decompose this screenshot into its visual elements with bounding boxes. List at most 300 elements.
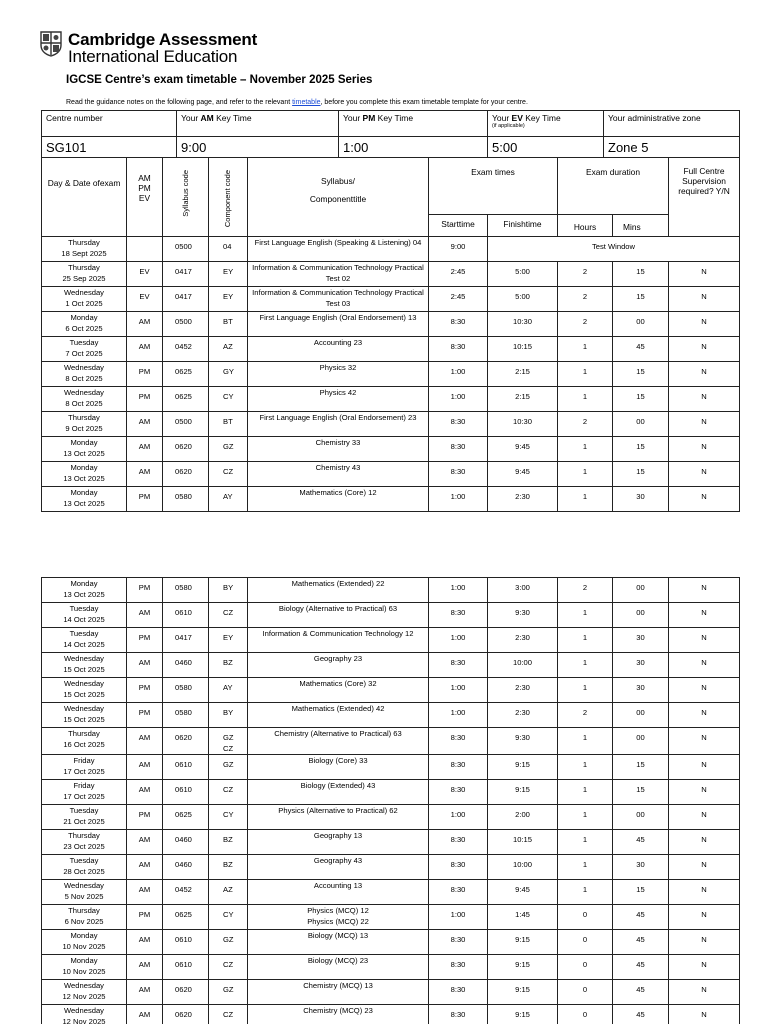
exam-day-date [42,437,127,462]
col-day-header: Day & Date ofexam [42,158,127,237]
exam-date: 6 Oct 2025 [65,324,103,333]
finish-time-cell: 9:15 [488,780,558,805]
syllabus-code-cell: 0625 [163,905,209,930]
component-title: First Language English (Oral Endorsement) 23 [259,413,417,422]
component-code: AZ [223,342,233,351]
exam-day-date [42,337,127,362]
exam-day-date [42,578,127,603]
table-row [42,578,740,603]
exam-date: 16 Oct 2025 [63,740,105,749]
finish-time-cell: 2:30 [488,487,558,512]
session-cell: AM [127,653,163,678]
syllabus-code-cell: 0625 [163,362,209,387]
supervision-cell: N [669,728,740,755]
mins-cell: 15 [613,780,669,805]
exam-day: Thursday [68,238,100,247]
syllabus-code-cell: 0580 [163,703,209,728]
component-code-cell [209,905,248,930]
supervision-cell: N [669,412,740,437]
finish-time-cell: 10:30 [488,412,558,437]
component-code-cell [209,955,248,980]
start-time-cell: 9:00 [429,237,488,262]
exam-date: 9 Oct 2025 [65,424,103,433]
hours-cell: 1 [558,337,613,362]
exam-day: Monday [70,463,98,472]
session-cell: AM [127,312,163,337]
session-cell: AM [127,955,163,980]
table-row [42,628,740,653]
ev-key-time-label: Your EV Key Time (if applicable) [488,111,604,137]
table-row [42,780,740,805]
component-code: CZ [223,1010,234,1019]
exam-day: Tuesday [69,629,99,638]
session-cell: EV [127,287,163,312]
component-title: Chemistry (Alternative to Practical) 63 [274,729,402,738]
supervision-cell: N [669,603,740,628]
crest-icon [40,31,62,57]
component-code: EY [223,267,234,276]
am-key-time-field[interactable]: 9:00 [177,137,339,158]
exam-day: Thursday [68,413,100,422]
component-code-2: CZ [223,744,234,753]
start-time-cell: 8:30 [429,412,488,437]
component-code-cell [209,830,248,855]
exam-date: 1 Oct 2025 [65,299,103,308]
component-title-cell [248,628,429,653]
hours-cell: 0 [558,930,613,955]
supervision-cell: N [669,905,740,930]
component-code-cell [209,703,248,728]
component-code: EY [223,292,234,301]
supervision-cell: N [669,830,740,855]
timetable-link[interactable]: timetable [292,99,321,106]
component-code-cell [209,237,248,262]
supervision-cell: N [669,1005,740,1024]
component-title: Accounting 13 [313,881,363,890]
exam-day: Monday [70,931,98,940]
finish-time-cell: 9:15 [488,980,558,1005]
mins-cell: 30 [613,628,669,653]
component-title: Accounting 23 [313,338,363,347]
exam-day-date [42,287,127,312]
finish-time-cell: 9:15 [488,1005,558,1024]
table-row [42,337,740,362]
exam-date: 15 Oct 2025 [63,690,105,699]
exam-date: 13 Oct 2025 [63,590,105,599]
exam-date: 15 Oct 2025 [63,665,105,674]
component-title: Information & Communication Technology Practical Test 03 [252,288,424,308]
component-title: Chemistry 33 [315,438,361,447]
exam-date: 10 Nov 2025 [62,967,106,976]
exam-day-date [42,930,127,955]
col-hours-header: Hours [558,215,613,237]
table-row [42,1005,740,1024]
cambridge-logo [40,31,257,66]
exam-timetable-table-continued [41,577,740,1024]
session-cell: PM [127,805,163,830]
ev-key-time-field[interactable]: 5:00 [488,137,604,158]
centre-number-field[interactable]: SG101 [42,137,177,158]
table-row [42,855,740,880]
admin-zone-label: Your administrative zone [604,111,740,137]
finish-time-cell: 10:15 [488,337,558,362]
exam-date: 12 Nov 2025 [62,1017,106,1024]
hours-cell: 0 [558,955,613,980]
exam-date: 17 Oct 2025 [63,792,105,801]
component-code: EY [223,633,234,642]
session-cell: AM [127,603,163,628]
start-time-cell: 8:30 [429,728,488,755]
hours-cell: 1 [558,462,613,487]
table-row [42,362,740,387]
supervision-cell: N [669,287,740,312]
session-cell: AM [127,1005,163,1024]
component-code-cell [209,262,248,287]
component-code-cell [209,880,248,905]
mins-cell: 00 [613,412,669,437]
hours-cell: 2 [558,703,613,728]
finish-time-cell: 5:00 [488,262,558,287]
hours-cell: 1 [558,830,613,855]
component-code: BZ [223,835,233,844]
page-title: IGCSE Centre’s exam timetable – November 2025 Series [66,74,373,86]
component-code: GZ [223,733,234,742]
session-cell: PM [127,628,163,653]
component-title: Physics 42 [319,388,357,397]
mins-cell: 00 [613,703,669,728]
supervision-cell: N [669,362,740,387]
exam-day: Thursday [68,831,100,840]
start-time-cell: 1:00 [429,678,488,703]
exam-day: Wednesday [64,388,104,397]
mins-cell: 15 [613,755,669,780]
centre-info-table [41,110,740,158]
supervision-cell: N [669,703,740,728]
mins-cell: 15 [613,287,669,312]
component-code: BY [223,583,234,592]
exam-date: 8 Oct 2025 [65,374,103,383]
component-title: Biology (Core) 33 [308,756,368,765]
col-exam-times-header: Exam times [429,158,558,215]
hours-cell: 1 [558,362,613,387]
syllabus-code-cell: 0500 [163,312,209,337]
mins-cell: 15 [613,262,669,287]
component-code: CY [223,910,234,919]
component-title-cell [248,653,429,678]
exam-day: Wednesday [64,679,104,688]
exam-day: Thursday [68,263,100,272]
component-title: Biology (MCQ) 13 [307,931,369,940]
col-session-header: AM PM EV [127,158,163,237]
col-mins-header: Mins [613,215,669,237]
table-row [42,930,740,955]
exam-day-date [42,237,127,262]
component-title: First Language English (Speaking & Listening) 04 [254,238,422,247]
component-title: Biology (Alternative to Practical) 63 [278,604,398,613]
component-code: 04 [223,242,232,251]
component-title: Chemistry (MCQ) 13 [303,981,373,990]
component-title-cell [248,237,429,262]
component-title: Biology (Extended) 43 [300,781,376,790]
hours-cell: 1 [558,603,613,628]
exam-day-date [42,678,127,703]
exam-date: 13 Oct 2025 [63,474,105,483]
table-row [42,387,740,412]
exam-day-date [42,1005,127,1024]
exam-day: Wednesday [64,881,104,890]
exam-day-date [42,653,127,678]
finish-time-cell: 10:00 [488,855,558,880]
syllabus-code-cell: 0620 [163,437,209,462]
exam-day-date [42,830,127,855]
exam-date: 25 Sep 2025 [62,274,106,283]
finish-time-cell: 2:00 [488,805,558,830]
mins-cell: 45 [613,905,669,930]
hours-cell: 1 [558,387,613,412]
supervision-cell: N [669,755,740,780]
finish-time-cell: 9:30 [488,728,558,755]
finish-time-cell: 3:00 [488,578,558,603]
session-cell: PM [127,703,163,728]
component-code-cell [209,337,248,362]
mins-cell: 00 [613,312,669,337]
finish-time-cell: 1:45 [488,905,558,930]
exam-timetable-table [41,157,740,512]
supervision-cell: N [669,780,740,805]
session-cell: AM [127,462,163,487]
exam-day: Tuesday [69,338,99,347]
exam-date: 28 Oct 2025 [63,867,105,876]
exam-day: Monday [70,313,98,322]
supervision-cell: N [669,653,740,678]
pm-key-time-field[interactable]: 1:00 [339,137,488,158]
component-title-cell [248,728,429,755]
exam-day-date [42,728,127,755]
table-row [42,437,740,462]
finish-time-cell: 2:15 [488,362,558,387]
component-code-cell [209,628,248,653]
exam-day: Monday [70,579,98,588]
mins-cell: 45 [613,980,669,1005]
component-title-cell [248,412,429,437]
start-time-cell: 8:30 [429,830,488,855]
supervision-cell: N [669,855,740,880]
component-code: CZ [223,608,234,617]
syllabus-code-cell: 0500 [163,412,209,437]
component-code: AY [223,492,233,501]
supervision-cell: N [669,312,740,337]
session-cell: AM [127,930,163,955]
component-title: Biology (MCQ) 23 [307,956,369,965]
component-title: Mathematics (Extended) 22 [291,579,385,588]
component-code-cell [209,287,248,312]
syllabus-code-cell: 0610 [163,780,209,805]
hours-cell: 1 [558,805,613,830]
exam-date: 7 Oct 2025 [65,349,103,358]
component-title: Chemistry 43 [315,463,361,472]
syllabus-code-cell: 0610 [163,603,209,628]
start-time-cell: 8:30 [429,780,488,805]
component-title-cell [248,980,429,1005]
finish-time-cell: 10:00 [488,653,558,678]
finish-time-cell: 10:15 [488,830,558,855]
component-code-cell [209,930,248,955]
component-title: Geography 43 [313,856,363,865]
start-time-cell: 8:30 [429,880,488,905]
mins-cell: 45 [613,337,669,362]
syllabus-code-cell: 0580 [163,487,209,512]
exam-date: 23 Oct 2025 [63,842,105,851]
supervision-cell: N [669,628,740,653]
exam-day-date [42,262,127,287]
table-row [42,955,740,980]
finish-time-cell: 2:30 [488,628,558,653]
exam-day: Monday [70,438,98,447]
component-title-cell [248,262,429,287]
component-title-cell [248,603,429,628]
logo-line1: Cambridge Assessment [68,30,258,49]
syllabus-code-cell: 0500 [163,237,209,262]
start-time-cell: 1:00 [429,387,488,412]
syllabus-code-cell: 0417 [163,287,209,312]
hours-cell: 0 [558,905,613,930]
exam-day-date [42,312,127,337]
exam-day-date [42,980,127,1005]
table-row [42,905,740,930]
syllabus-code-cell: 0620 [163,462,209,487]
finish-time-cell: 9:15 [488,755,558,780]
mins-cell: 15 [613,462,669,487]
start-time-cell: 1:00 [429,487,488,512]
component-code-cell [209,678,248,703]
component-code-cell [209,980,248,1005]
table-row [42,880,740,905]
component-title: First Language English (Oral Endorsement) 13 [259,313,417,322]
component-title-cell [248,755,429,780]
mins-cell: 00 [613,578,669,603]
table-row [42,237,740,262]
component-title-cell [248,312,429,337]
table-row [42,980,740,1005]
hours-cell: 1 [558,755,613,780]
session-cell: PM [127,387,163,412]
col-finish-header: Finishtime [488,215,558,237]
exam-day: Thursday [68,906,100,915]
supervision-cell: N [669,930,740,955]
table-row [42,412,740,437]
exam-day-date [42,703,127,728]
start-time-cell: 8:30 [429,755,488,780]
component-title-cell [248,880,429,905]
component-code-cell [209,387,248,412]
supervision-cell: N [669,578,740,603]
hours-cell: 1 [558,437,613,462]
start-time-cell: 8:30 [429,437,488,462]
component-title-cell [248,678,429,703]
session-cell: PM [127,487,163,512]
table-row [42,487,740,512]
supervision-cell: N [669,678,740,703]
finish-time-cell: 9:30 [488,603,558,628]
component-code: BT [223,417,233,426]
guidance-text-end: , before you complete this exam timetable template for your centre. [320,99,528,106]
mins-cell: 15 [613,437,669,462]
session-cell: AM [127,437,163,462]
exam-day-date [42,880,127,905]
component-code: CY [223,810,234,819]
start-time-cell: 8:30 [429,980,488,1005]
component-title-cell [248,855,429,880]
start-time-cell: 1:00 [429,703,488,728]
syllabus-code-cell: 0620 [163,728,209,755]
syllabus-code-cell: 0620 [163,980,209,1005]
admin-zone-field[interactable]: Zone 5 [604,137,740,158]
finish-time-cell: 9:45 [488,880,558,905]
component-title-cell [248,1005,429,1024]
component-title-cell [248,337,429,362]
guidance-text: Read the guidance notes on the following page, and refer to the relevant [66,99,293,106]
table-row [42,830,740,855]
hours-cell: 1 [558,678,613,703]
pm-key-time-label: Your PM Key Time [339,111,488,137]
component-title: Mathematics (Extended) 42 [291,704,385,713]
col-exam-duration-header: Exam duration [558,158,669,215]
syllabus-code-cell: 0452 [163,337,209,362]
exam-day-date [42,462,127,487]
component-code-cell [209,780,248,805]
supervision-cell: N [669,437,740,462]
table-row [42,287,740,312]
syllabus-code-cell: 0460 [163,653,209,678]
am-key-time-label: Your AM Key Time [177,111,339,137]
exam-day-date [42,905,127,930]
session-cell: AM [127,780,163,805]
syllabus-code-cell: 0625 [163,805,209,830]
guidance-note [66,99,528,106]
supervision-cell: N [669,880,740,905]
start-time-cell: 1:00 [429,578,488,603]
component-title-cell [248,955,429,980]
hours-cell: 1 [558,653,613,678]
component-code: GZ [223,442,234,451]
component-code-cell [209,437,248,462]
component-title: Information & Communication Technology Practical Test 02 [252,263,424,283]
component-title-cell [248,805,429,830]
exam-day: Friday [73,781,95,790]
table-row [42,755,740,780]
component-code: GZ [223,985,234,994]
component-code-cell [209,487,248,512]
session-cell: PM [127,578,163,603]
hours-cell: 2 [558,287,613,312]
component-title: Physics 32 [319,363,357,372]
component-title: Physics (Alternative to Practical) 62 [278,806,398,815]
session-cell: AM [127,855,163,880]
start-time-cell: 8:30 [429,462,488,487]
session-cell: AM [127,728,163,755]
mins-cell: 45 [613,1005,669,1024]
exam-day: Wednesday [64,654,104,663]
mins-cell: 30 [613,678,669,703]
mins-cell: 45 [613,930,669,955]
start-time-cell: 8:30 [429,930,488,955]
mins-cell: 00 [613,603,669,628]
hours-cell: 2 [558,262,613,287]
session-cell: AM [127,880,163,905]
session-cell: PM [127,905,163,930]
hours-cell: 1 [558,728,613,755]
exam-day-date [42,855,127,880]
